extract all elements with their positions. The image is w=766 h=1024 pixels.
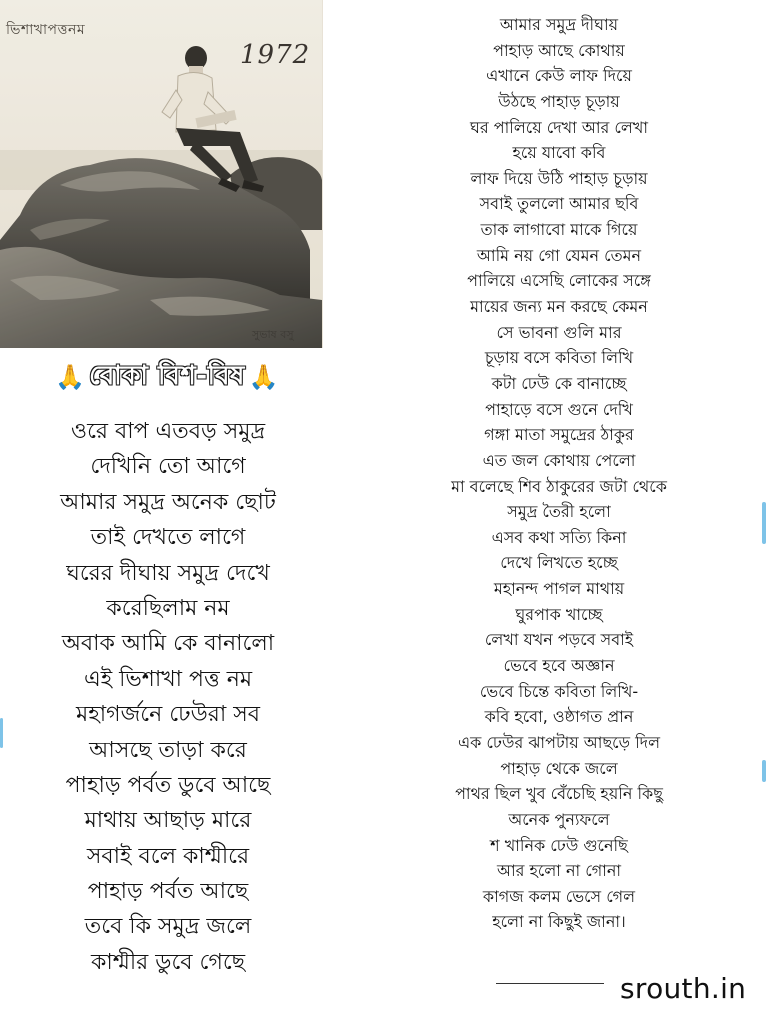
poem-line: এখানে কেউ লাফ দিয়ে	[486, 66, 632, 86]
poem-line: ঘরের দীঘায় সমুদ্র দেখে	[66, 560, 270, 586]
poem-line: কাগজ কলম ভেসে গেল	[482, 886, 636, 906]
poem-line: দেখিনি তো আগে	[90, 454, 246, 480]
poem-line: শ খানিক ঢেউ গুনেছি	[490, 835, 628, 855]
poem-line: ঘর পালিয়ে দেখা আর লেখা	[470, 117, 648, 137]
photo-year: 1972	[240, 40, 311, 70]
poem-line: মাথায় আছাড় মারে	[84, 808, 252, 834]
vintage-photo	[0, 0, 323, 348]
poem-line: মা বলেছে শিব ঠাকুরের জটা থেকে	[451, 476, 667, 496]
poem-title-text: বোকা বিশ-বিষ	[89, 361, 245, 391]
poem-line: আমার সমুদ্র অনেক ছোট	[60, 489, 276, 515]
poem-line: পাথর ছিল খুব বেঁচেছি হয়নি কিছু	[455, 784, 663, 804]
poem-line: ভেবে চিন্তে কবিতা লিখি-	[479, 681, 639, 701]
poem-line: সে ভাবনা গুলি মার	[496, 322, 622, 342]
poem-line: পাহাড়ে বসে গুনে দেখি	[485, 399, 633, 419]
poem-line: সবাই তুললো আমার ছবি	[479, 194, 639, 214]
poem-line: কাশ্মীর ডুবে গেছে	[90, 949, 246, 975]
poem-line: তাই দেখতে লাগে	[90, 525, 246, 551]
site-watermark: srouth.in	[620, 972, 747, 1005]
poem-line: আসছে তাড়া করে	[89, 737, 247, 763]
poem-line: মহানন্দ পাগল মাথায়	[493, 579, 625, 599]
poem-line: দেখে লিখতে হচ্ছে	[500, 553, 618, 573]
poem-line: লাফ দিয়ে উঠি পাহাড় চূড়ায়	[470, 168, 648, 188]
poem-line: কটা ঢেউ কে বানাচ্ছে	[491, 373, 627, 393]
poem-line: পালিয়ে এসেছি লোকের সঙ্গে	[467, 271, 651, 291]
poem-line: ওরে বাপ এতবড় সমুদ্র	[70, 419, 266, 444]
poem-line: এসব কথা সত্যি কিনা	[491, 527, 627, 547]
poem-line: পাহাড় পর্বত ডুবে আছে	[65, 772, 271, 798]
poem-line: গঙ্গা মাতা সমুদ্রের ঠাকুর	[484, 425, 634, 445]
poem-line: পাহাড় থেকে জলে	[500, 758, 618, 778]
poem-line: এই ভিশাখা পত্ত নম	[83, 666, 253, 692]
folded-hands-icon: 🙏	[55, 363, 86, 391]
right-poem	[408, 12, 710, 935]
poem-line: পাহাড় আছে কোথায়	[493, 40, 625, 60]
poem-line: অবাক আমি কে বানালো	[61, 631, 275, 657]
poem-line: অনেক পুন্যফলে	[508, 809, 610, 829]
poem-line: করেছিলাম নম	[106, 595, 230, 621]
poem-line: ভেবে হবে অজ্ঞান	[503, 656, 615, 676]
poem-line: আর হলো না গোনা	[496, 861, 622, 881]
poem-line: হয়ে যাবো কবি	[512, 143, 606, 163]
poem-line: মায়ের জন্য মন করছে কেমন	[470, 297, 648, 317]
edge-accent-mark	[762, 760, 766, 782]
photo-signature: সুভাষ বসু	[252, 328, 294, 341]
poem-line: এক ঢেউর ঝাপটায় আছড়ে দিল	[457, 732, 661, 752]
end-divider	[496, 983, 604, 984]
poem-line: ঘুরপাক খাচ্ছে	[515, 604, 603, 624]
photo-handwritten-caption: ভিশাখাপত্তনম	[6, 22, 86, 38]
poem-line: সবাই বলে কাশ্মীরে	[86, 843, 250, 869]
poem-line: সমুদ্র তৈরী হলো	[507, 502, 611, 522]
poem-line: লেখা যখন পড়বে সবাই	[484, 630, 634, 650]
folded-hands-icon: 🙏	[248, 363, 279, 391]
poem-line: আমি নয় গো যেমন তেমন	[476, 245, 642, 265]
poem-line: তবে কি সমুদ্র জলে	[84, 914, 252, 940]
poem-line: এত জল কোথায় পেলো	[482, 450, 636, 470]
poem-line: হলো না কিছুই জানা।	[492, 912, 626, 932]
poem-line: আমার সমুদ্র দীঘায়	[499, 15, 619, 34]
poem-line: কবি হবো, ওষ্ঠাগত প্রান	[484, 707, 634, 727]
poem-line: তাক লাগাবো মাকে গিয়ে	[480, 220, 638, 240]
poem-title	[26, 358, 308, 396]
edge-accent-mark	[0, 718, 3, 748]
edge-accent-mark	[762, 502, 766, 544]
poem-line: উঠছে পাহাড় চূড়ায়	[498, 91, 620, 111]
poem-line: চূড়ায় বসে কবিতা লিখি	[484, 348, 634, 368]
poem-line: মহাগর্জনে ঢেউরা সব	[76, 702, 260, 728]
poem-line: পাহাড় পর্বত আছে	[87, 879, 249, 905]
left-poem	[18, 414, 318, 980]
